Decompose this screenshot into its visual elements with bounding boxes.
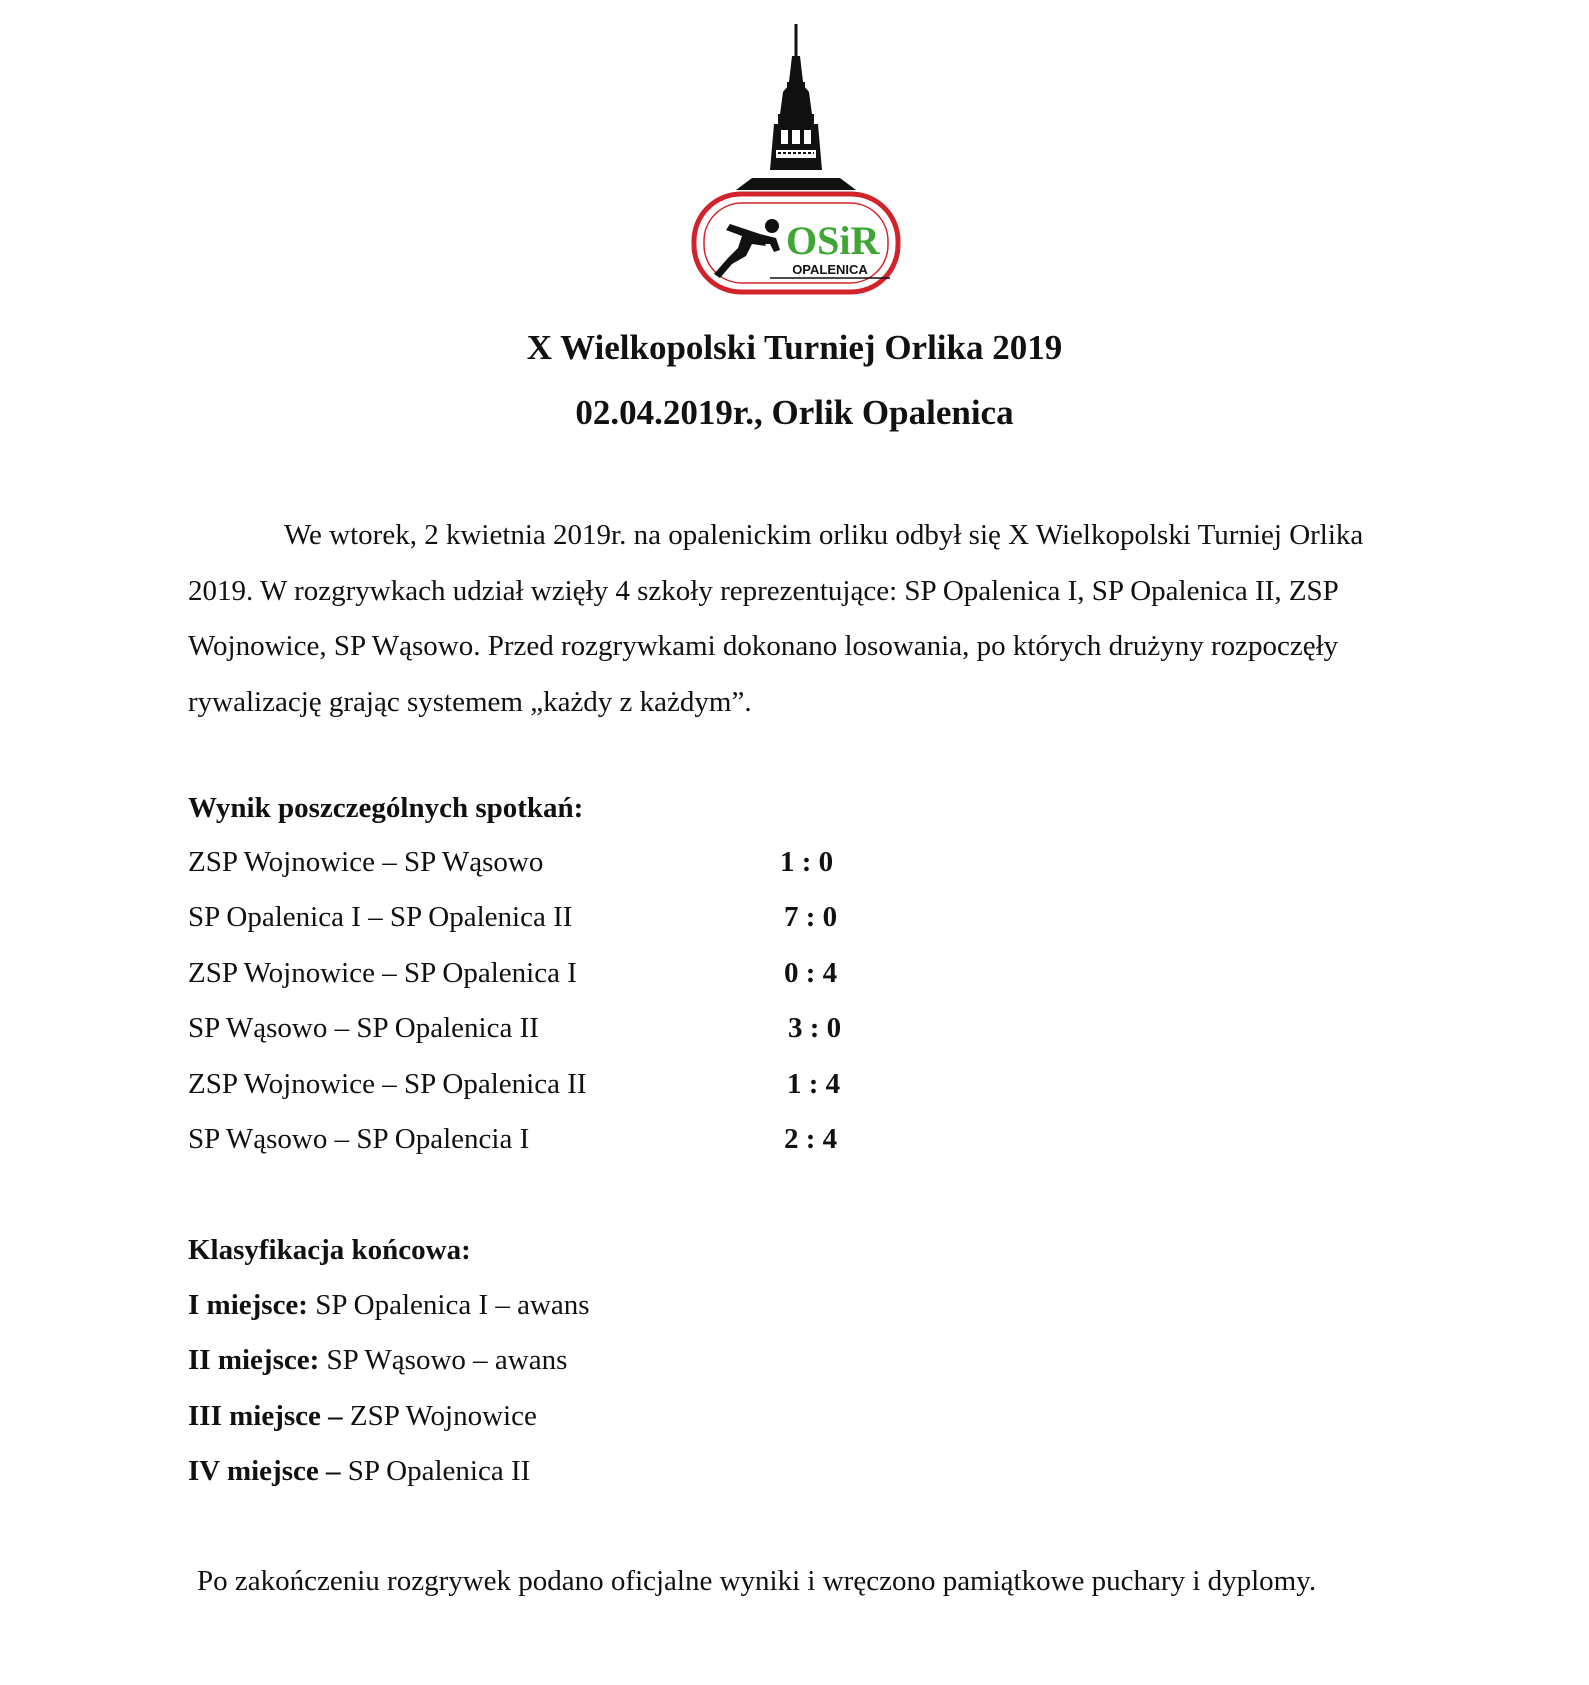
place-team: ZSP Wojnowice	[349, 1399, 537, 1432]
match-row	[188, 890, 888, 945]
match-row	[188, 835, 888, 890]
place-row	[188, 1278, 590, 1333]
match-row	[188, 1112, 888, 1167]
logo-town-text: OPALENICA	[792, 262, 868, 277]
match-teams: ZSP Wojnowice – SP Opalenica II	[188, 1067, 587, 1100]
logo-graphic	[680, 22, 912, 304]
tower-dome	[780, 83, 812, 114]
match-row	[188, 946, 888, 1001]
tower-gallery	[778, 114, 814, 124]
final-classification-list	[188, 1278, 590, 1500]
match-teams: ZSP Wojnowice – SP Wąsowo	[188, 846, 544, 878]
place-separator: –	[325, 1455, 341, 1488]
match-teams: SP Wąsowo – SP Opalenica II	[188, 1012, 539, 1045]
tower-window-center	[792, 130, 800, 144]
place-team: SP Opalenica II	[347, 1455, 531, 1488]
tower-window-left	[781, 130, 788, 144]
place-label: II miejsce:	[188, 1344, 320, 1377]
closing-paragraph	[188, 1554, 1348, 1610]
place-row	[188, 1389, 590, 1444]
place-label: I miejsce:	[188, 1289, 308, 1321]
place-team: SP Opalenica I – awans	[315, 1289, 590, 1321]
match-score: 2 : 4	[784, 1122, 838, 1155]
match-score: 0 : 4	[784, 956, 838, 989]
tower-base	[736, 178, 856, 190]
place-label: IV miejsce	[188, 1455, 319, 1488]
intro-paragraph	[188, 508, 1418, 730]
place-label: III miejsce	[188, 1399, 321, 1432]
match-score: 3 : 0	[788, 1012, 842, 1045]
match-teams: SP Wąsowo – SP Opalencia I	[188, 1122, 530, 1155]
place-row	[188, 1333, 590, 1388]
classification-heading: Klasyfikacja końcowa:	[188, 1234, 471, 1266]
match-teams: SP Opalenica I – SP Opalenica II	[188, 901, 573, 934]
match-score: 1 : 0	[780, 846, 834, 878]
osir-opalenica-logo	[680, 22, 912, 304]
tower-window-right	[804, 130, 811, 144]
match-row	[188, 1001, 888, 1056]
document-title: X Wielkopolski Turniej Orlika 2019	[526, 328, 1063, 367]
match-score: 7 : 0	[784, 901, 838, 934]
match-row	[188, 1057, 888, 1112]
place-separator: –	[328, 1399, 343, 1432]
match-teams: ZSP Wojnowice – SP Opalenica I	[188, 956, 577, 989]
document-subtitle: 02.04.2019r., Orlik Opalenica	[575, 393, 1014, 432]
results-heading: Wynik poszczególnych spotkań:	[188, 792, 584, 824]
match-score: 1 : 4	[787, 1067, 841, 1100]
place-row	[188, 1444, 590, 1499]
logo-brand-text: OSiR	[786, 218, 880, 263]
closing-text: Po zakończeniu rozgrywek podano oficjalne wyniki i wręczono pamiątkowe puchary i dyplomy.	[197, 1565, 1317, 1597]
intro-text: We wtorek, 2 kwietnia 2019r. na opalenickim orliku odbył się X Wielkopolski Turniej Orlika 2019. W rozgrywkach udział wzięły 4 szkoły reprezentujące: SP Opalenica I, SP Opalenica II, ZSP Wojnowice, SP Wąsowo. Przed rozgrywkami dokonano losowania, po których drużyny rozpoczęły rywalizację grając systemem „każdy z każdym”.	[188, 519, 1364, 718]
spire-top	[789, 56, 803, 82]
place-team: SP Wąsowo – awans	[326, 1344, 568, 1377]
match-results-list	[188, 835, 888, 1167]
